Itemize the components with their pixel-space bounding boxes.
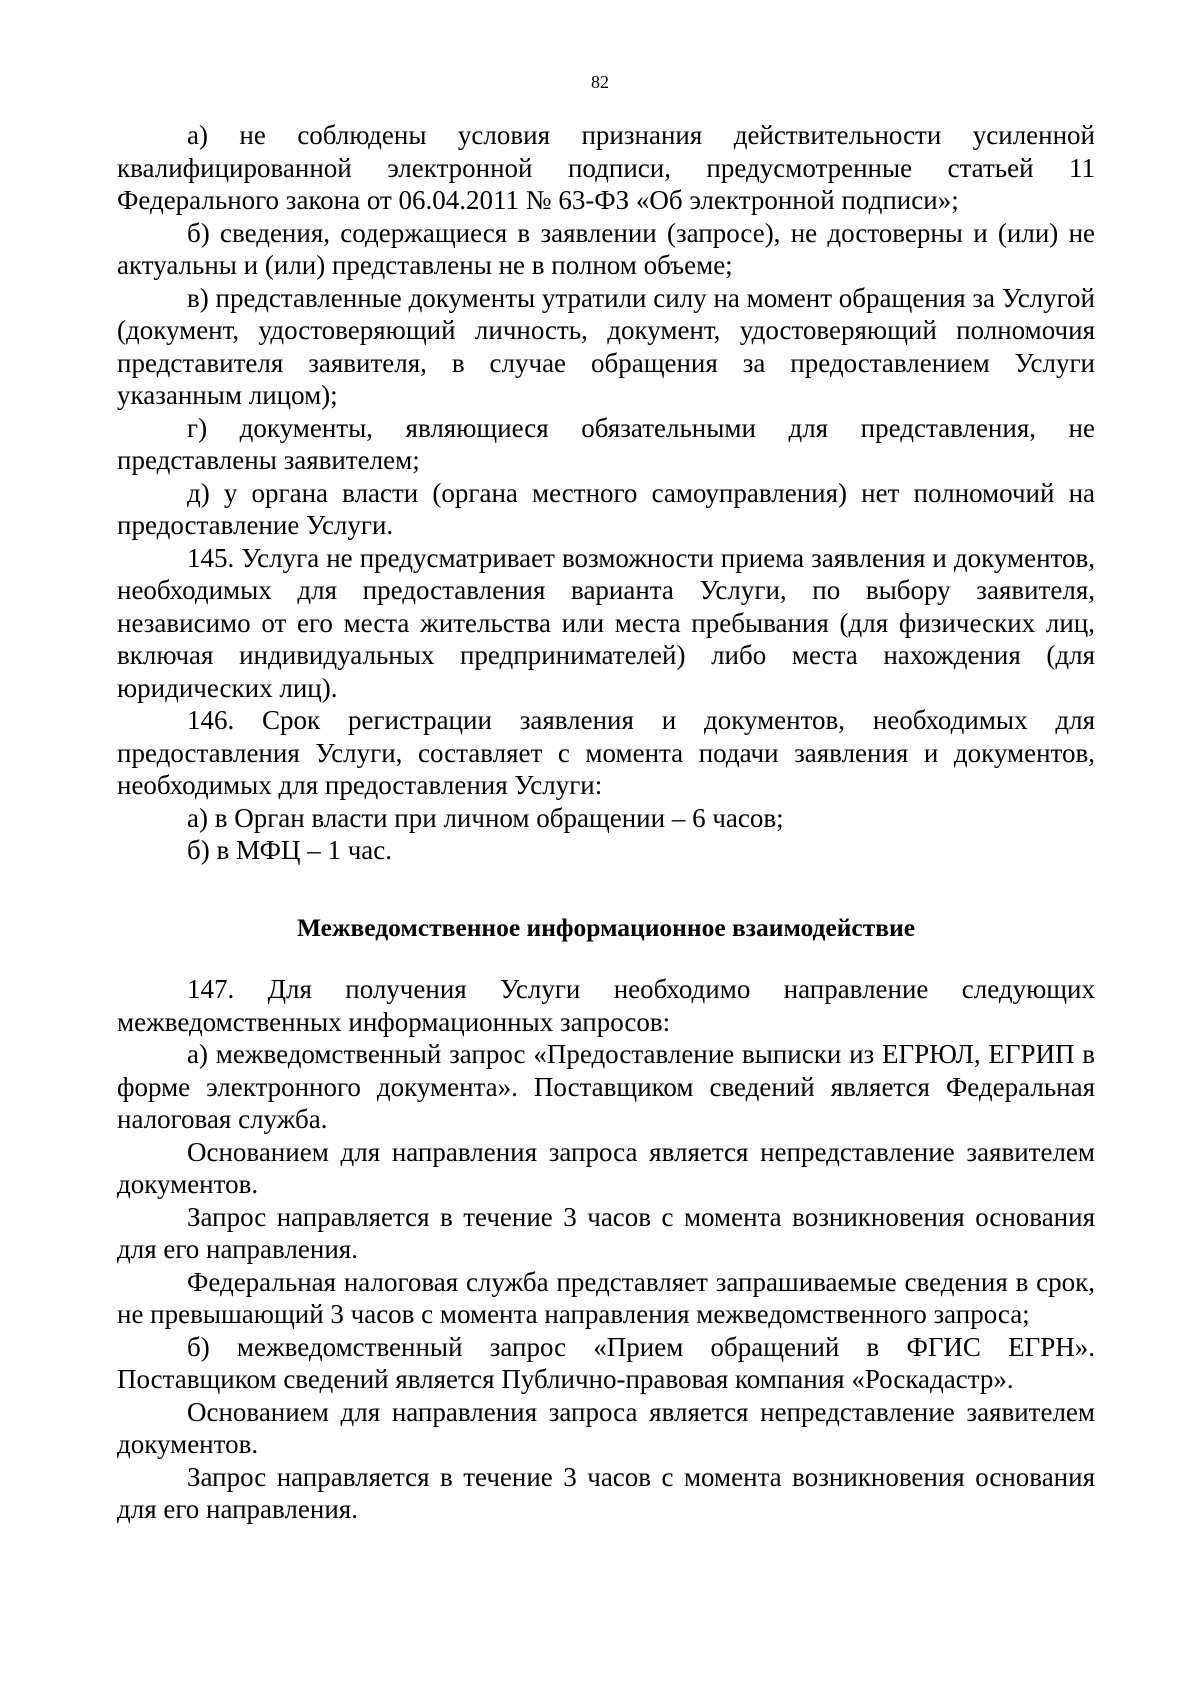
paragraph: б) сведения, содержащиеся в заявлении (запросе), не достоверны и (или) не актуальны и (или) представлены не в полном объеме; xyxy=(117,217,1095,280)
paragraph: а) межведомственный запрос «Предоставление выписки из ЕГРЮЛ, ЕГРИП в форме электронного документа». Поставщиком сведений является Федеральная налоговая служба. xyxy=(117,1039,1095,1134)
section-heading: Межведомственное информационное взаимодействие xyxy=(296,913,916,942)
text-block-before-heading xyxy=(117,119,1095,867)
paragraph: 145. Услуга не предусматривает возможности приема заявления и документов, необходимых для предоставления варианта Услуги, по выбору заявителя, независимо от его места жительства или места пребывания (для физических лиц, включая индивидуальных предпринимателей) либо места нахождения (для юридических лиц). xyxy=(117,542,1095,703)
paragraph: 146. Срок регистрации заявления и документов, необходимых для предоставления Услуги, составляет с момента подачи заявления и документов, необходимых для предоставления Услуги: xyxy=(117,705,1095,800)
paragraph: д) у органа власти (органа местного самоуправления) нет полномочий на предоставление Услуги. xyxy=(117,477,1095,540)
paragraph: Основанием для направления запроса является непредставление заявителем документов. xyxy=(117,1396,1095,1459)
paragraph: г) документы, являющиеся обязательными для представления, не представлены заявителем; xyxy=(117,412,1095,475)
page-number: 82 xyxy=(591,72,609,92)
paragraph: Основанием для направления запроса является непредставление заявителем документов. xyxy=(117,1136,1095,1199)
paragraph: Федеральная налоговая служба представляет запрашиваемые сведения в срок, не превышающий 3 часов с момента направления межведомственного запроса; xyxy=(117,1266,1095,1329)
paragraph: а) не соблюдены условия признания действительности усиленной квалифицированной электронной подписи, предусмотренные статьей 11 Федерального закона от 06.04.2011 № 63-ФЗ «Об электронной подписи»; xyxy=(117,120,1095,215)
paragraph: 147. Для получения Услуги необходимо направление следующих межведомственных информационных запросов: xyxy=(117,974,1095,1037)
paragraph: в) представленные документы утратили силу на момент обращения за Услугой (документ, удостоверяющий личность, документ, удостоверяющий полномочия представителя заявителя, в случае обращения за предоставлением Услуги указанным лицом); xyxy=(117,282,1095,410)
paragraph: б) межведомственный запрос «Прием обращений в ФГИС ЕГРН». Поставщиком сведений является Публично-правовая компания «Роскадастр». xyxy=(117,1331,1095,1394)
paragraph: б) в МФЦ – 1 час. xyxy=(187,835,393,865)
paragraph: а) в Орган власти при личном обращении – 6 часов; xyxy=(187,802,784,833)
paragraph: Запрос направляется в течение 3 часов с момента возникновения основания для его направления. xyxy=(117,1201,1095,1264)
paragraph: Запрос направляется в течение 3 часов с момента возникновения основания для его направления. xyxy=(117,1461,1095,1524)
text-block-after-heading xyxy=(117,973,1095,1526)
